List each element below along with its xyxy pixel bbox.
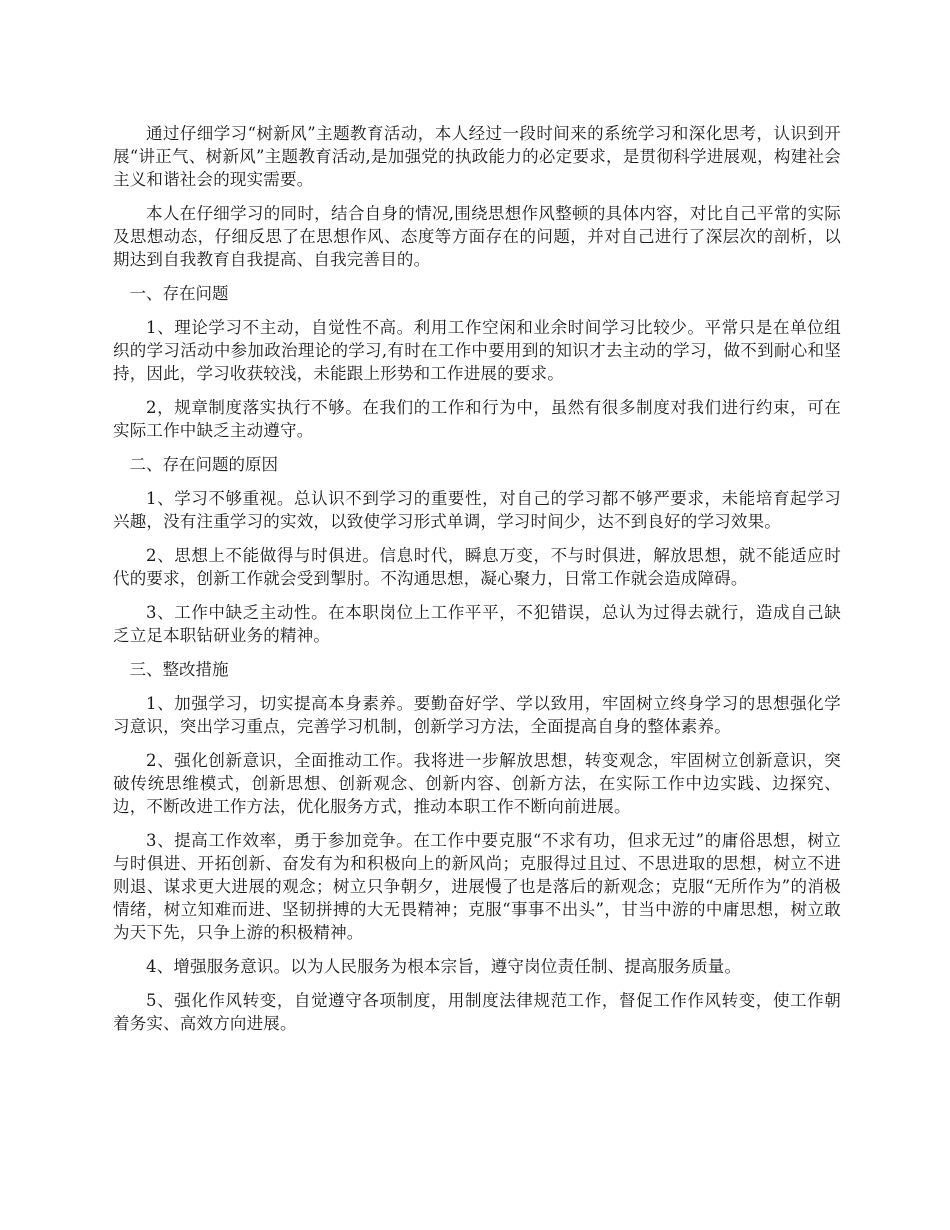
- paragraph-cause-3: 3、工作中缺乏主动性。在本职岗位上工作平平，不犯错误，总认为过得去就行，造成自己缺乏立足本职钻研业务的精神。: [113, 603, 841, 645]
- paragraph-measure-5: 5、强化作风转变，自觉遵守各项制度，用制度法律规范工作，督促工作作风转变，使工作朝着务实、高效方向进展。: [113, 991, 841, 1033]
- paragraph-measure-1: 1、加强学习，切实提高本身素养。要勤奋好学、学以致用，牢固树立终身学习的思想强化学习意识，突出学习重点，完善学习机制，创新学习方法，全面提高自身的整体素养。: [113, 694, 841, 736]
- paragraph-cause-2: 2、思想上不能做得与时俱进。信息时代，瞬息万变，不与时俱进，解放思想，就不能适应时代的要求，创新工作就会受到掣肘。不沟通思想，凝心聚力，日常工作就会造成障碍。: [113, 546, 841, 588]
- section-heading-causes: 二、存在问题的原因: [129, 455, 278, 474]
- paragraph-measure-3: 3、提高工作效率，勇于参加竞争。在工作中要克服“不求有功，但求无过”的庸俗思想，树立与时俱进、开拓创新、奋发有为和积极向上的新风尚；克服得过且过、不思进取的思想，树立不进则退、谋求更大进展的观念；树立只争朝夕，进展慢了也是落后的新观念；克服“无所作为”的消极情绪，树立知难而进、坚韧拼搏的大无畏精神；克服“事事不出头”，甘当中游的中庸思想，树立敢为天下先，只争上游的积极精神。: [113, 831, 841, 942]
- paragraph-measure-4: 4、增强服务意识。以为人民服务为根本宗旨，遵守岗位责任制、提高服务质量。: [146, 957, 742, 976]
- paragraph-intro: 通过仔细学习“树新风”主题教育活动，本人经过一段时间来的系统学习和深化思考，认识到开展“讲正气、树新风”主题教育活动,是加强党的执政能力的必定要求，是贯彻科学进展观，构建社会主义和谐社会的现实需要。: [113, 124, 841, 189]
- paragraph-measure-2: 2、强化创新意识，全面推动工作。我将进一步解放思想，转变观念，牢固树立创新意识，突破传统思维模式，创新思想、创新观念、创新内容、创新方法，在实际工作中边实践、边探究、边，不断改进工作方法，优化服务方式，推动本职工作不断向前进展。: [113, 751, 841, 816]
- section-heading-problems: 一、存在问题: [129, 284, 229, 303]
- paragraph-reflection: 本人在仔细学习的同时，结合自身的情况,围绕思想作风整顿的具体内容，对比自己平常的实际及思想动态，仔细反思了在思想作风、态度等方面存在的问题，并对自己进行了深层次的剖析，以期达到自我教育自我提高、自我完善目的。: [113, 204, 841, 269]
- paragraph-problem-1: 1、理论学习不主动，自觉性不高。利用工作空闲和业余时间学习比较少。平常只是在单位组织的学习活动中参加政治理论的学习,有时在工作中要用到的知识才去主动的学习，做不到耐心和坚持，因此，学习收获较浅，未能跟上形势和工作进展的要求。: [113, 318, 841, 383]
- document-body: [113, 122, 841, 1046]
- paragraph-problem-2: 2，规章制度落实执行不够。在我们的工作和行为中，虽然有很多制度对我们进行约束，可在实际工作中缺乏主动遵守。: [113, 398, 841, 440]
- paragraph-cause-1: 1、学习不够重视。总认识不到学习的重要性，对自己的学习都不够严要求，未能培育起学习兴趣，没有注重学习的实效，以致使学习形式单调，学习时间少，达不到良好的学习效果。: [113, 489, 841, 531]
- section-heading-measures: 三、整改措施: [129, 660, 229, 679]
